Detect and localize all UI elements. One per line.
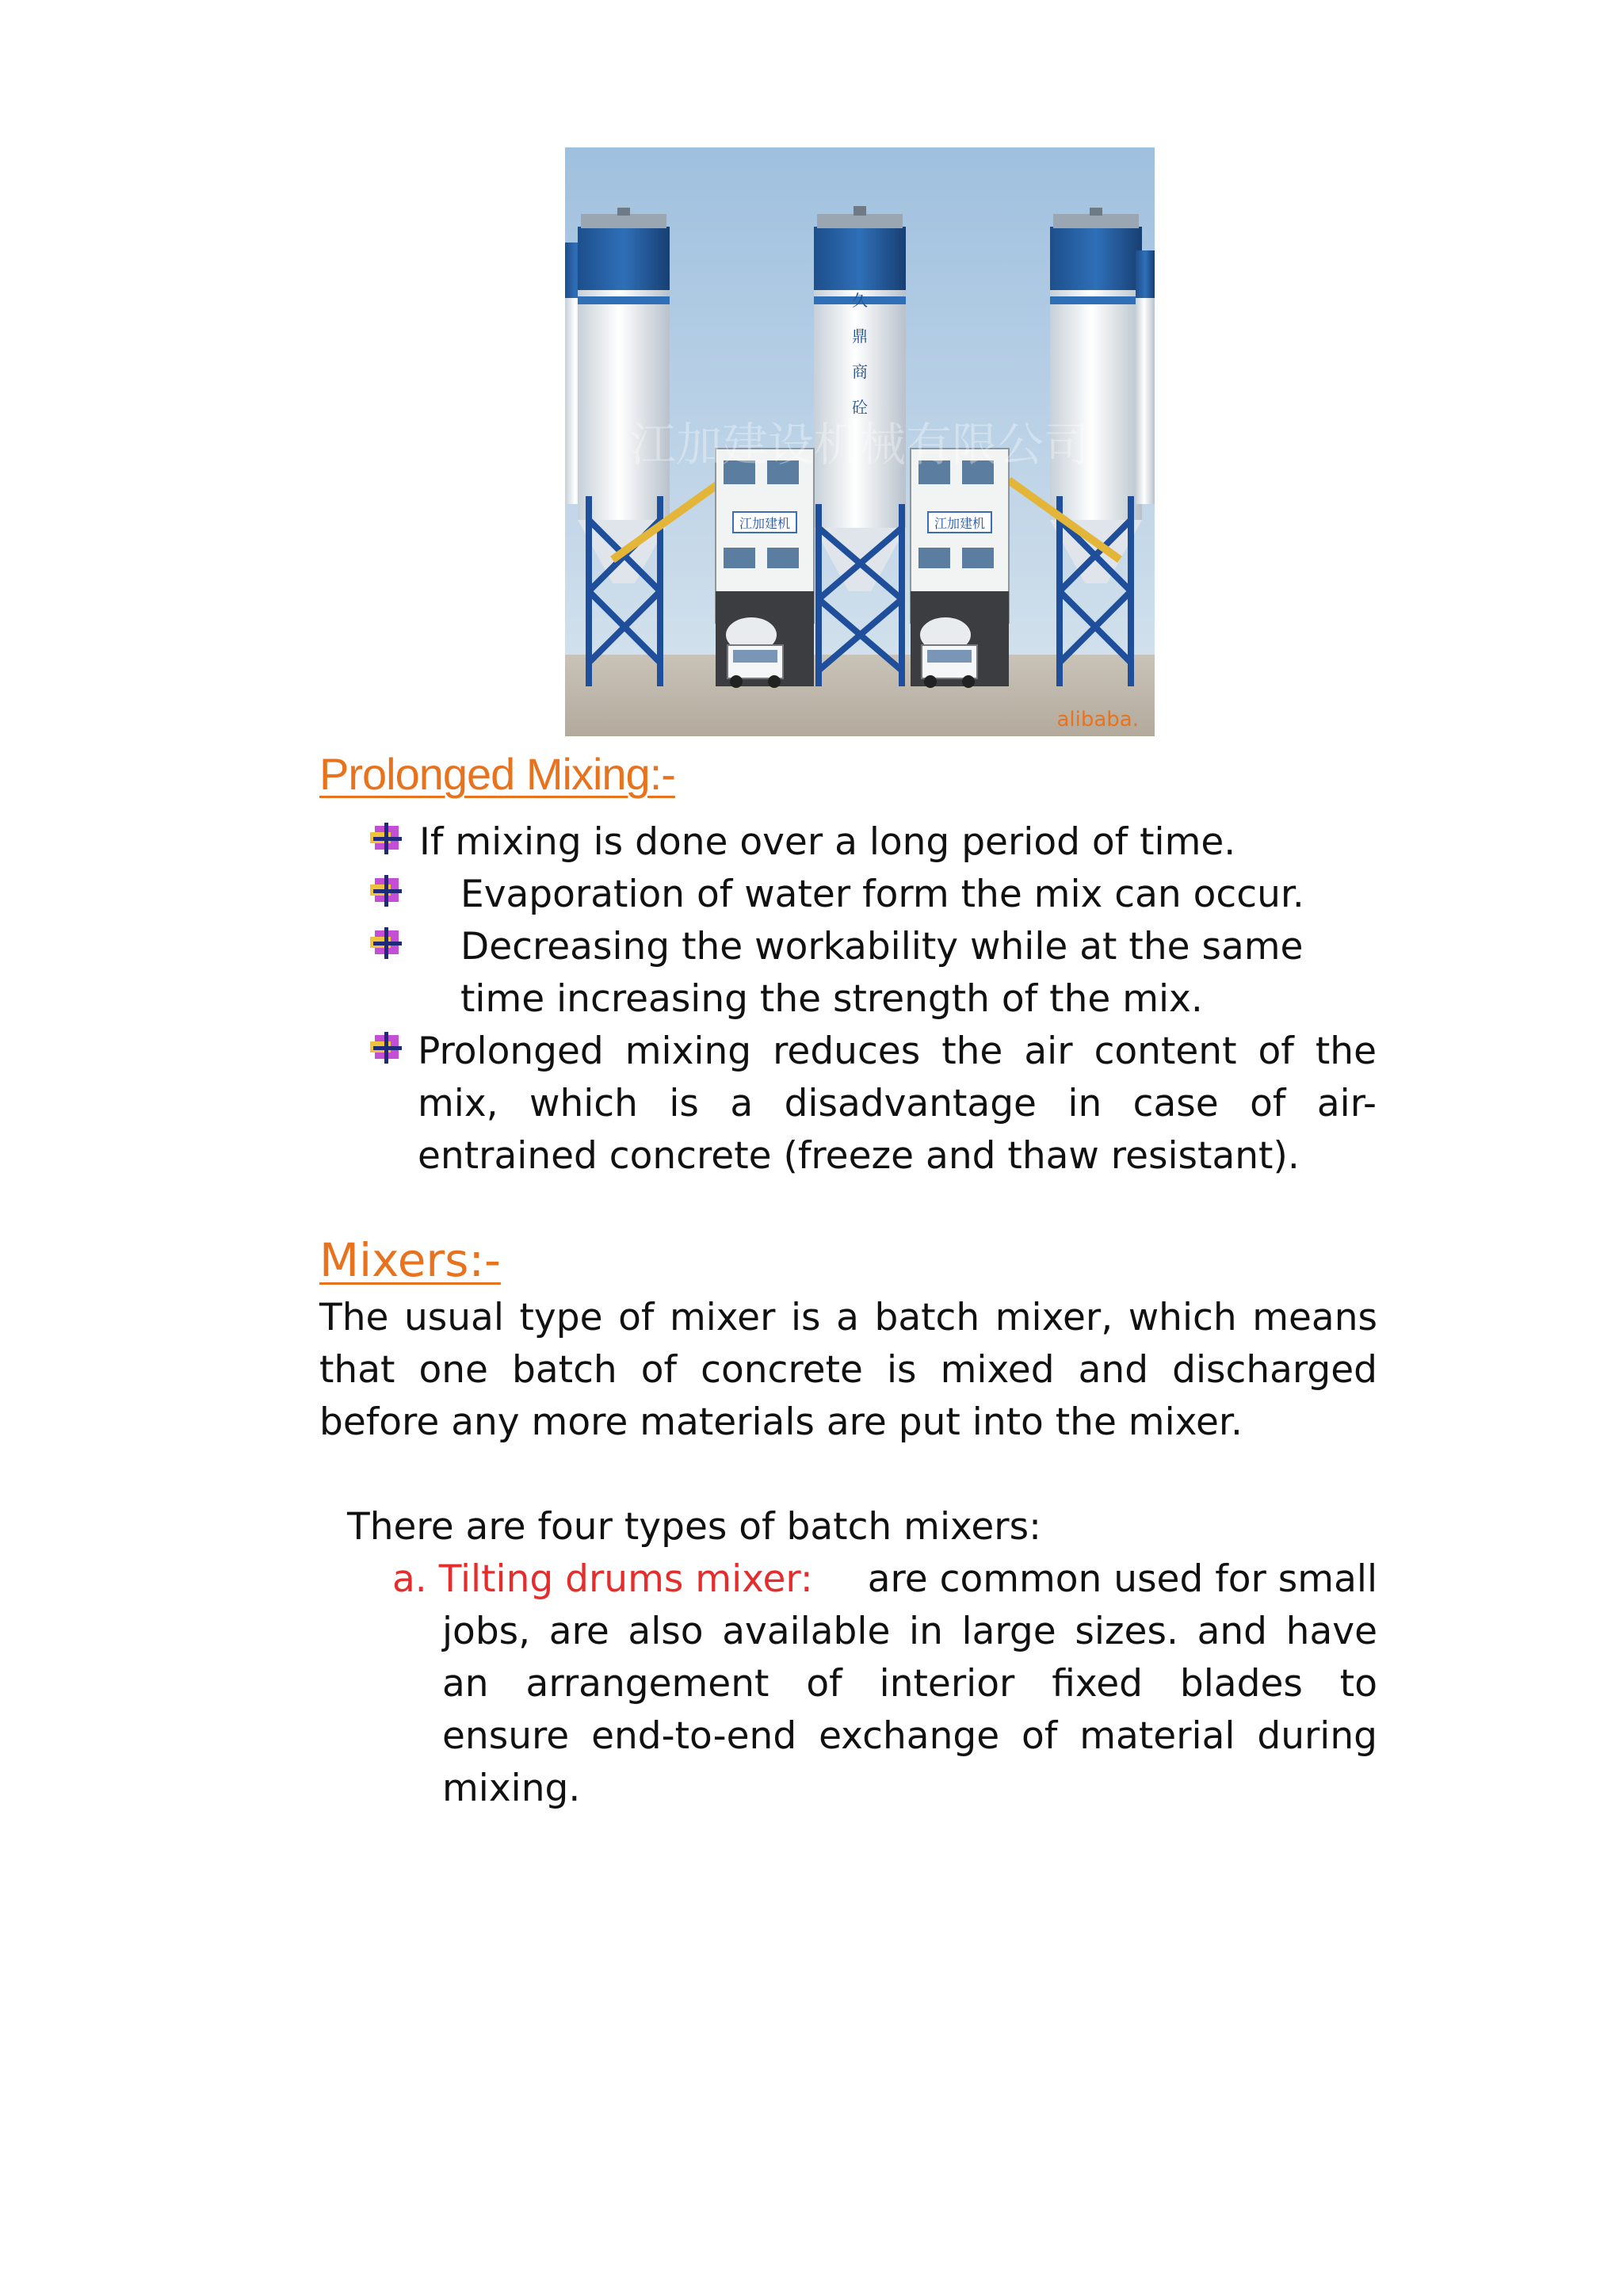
mixer-truck-left [726,617,783,688]
prolonged-bullet-4-line-3: entrained concrete (freeze and thaw resistant). [418,1134,1300,1178]
silo-char-3: 商 [852,362,868,381]
prolonged-bullet-3 [367,921,1397,1026]
plus-bullet-icon [367,926,403,962]
prolonged-bullet-1-text: If mixing is done over a long period of time. [419,820,1236,864]
prolonged-bullet-4-text [418,1026,1377,1182]
mixers-intro-paragraph [319,1292,1377,1449]
mixer-type-a-line-2: an arrangement of interior fixed blades to [442,1662,1377,1706]
mixers-intro-line-2: that one batch of concrete is mixed and discharged [319,1348,1377,1392]
prolonged-bullet-4-line-1: Prolonged mixing reduces the air content of the [418,1030,1377,1073]
prolonged-bullet-3-line-2: time increasing the strength of the mix. [460,977,1203,1021]
batching-plant-photo [565,147,1155,736]
mixer-type-a-first-line-rest: are common used for small [867,1557,1377,1601]
mixer-type-a-line-1: jobs, are also available in large sizes. and have [442,1610,1377,1653]
plus-bullet-icon [367,1030,403,1067]
building-sign-right: 江加建机 [934,516,986,531]
prolonged-bullet-2 [367,869,1397,921]
prolonged-bullet-1 [367,816,1397,869]
silo-right-edge [1136,250,1155,504]
mixer-type-a-line-4: mixing. [442,1767,581,1810]
prolonged-bullet-4 [367,1026,1378,1182]
silo-char-4: 砼 [852,398,868,417]
mixer-truck-right [920,617,977,688]
building-sign-left: 江加建机 [739,516,791,531]
prolonged-bullet-4-line-2: mix, which is a disadvantage in case of air- [418,1082,1377,1125]
batch-mixer-types-intro-text: There are four types of batch mixers: [347,1505,1041,1549]
photo-overlay-text: 江加建设机械有限公司 [629,418,1090,472]
mixer-type-a-first-line [392,1553,1377,1606]
silo-char-2: 鼎 [852,327,868,346]
prolonged-mixing-heading: Prolonged Mixing:- [319,749,675,799]
prolonged-bullet-3-line-1: Decreasing the workability while at the same [460,925,1304,968]
silo-char-1: 久 [852,291,868,310]
mixers-heading: Mixers:- [319,1233,501,1287]
prolonged-bullet-2-text: Evaporation of water form the mix can occur. [460,873,1304,916]
mixers-intro-line-3: before any more materials are put into the mixer. [319,1400,1243,1444]
mixer-type-a [392,1553,1377,1823]
mixer-type-a-term: Tilting drums mixer: [438,1557,813,1601]
plus-bullet-icon [367,821,403,858]
mixer-type-a-marker: a. [392,1557,427,1601]
mixer-type-a-line-3: ensure end-to-end exchange of material during [442,1714,1377,1758]
plus-bullet-icon [367,873,403,910]
mixer-type-a-label [392,1553,813,1606]
batch-mixer-types-intro [347,1501,1377,1553]
photo-watermark: alibaba. [1056,708,1139,732]
mixers-intro-line-1: The usual type of mixer is a batch mixer, which means [319,1296,1377,1339]
mixer-type-a-body [442,1606,1377,1815]
